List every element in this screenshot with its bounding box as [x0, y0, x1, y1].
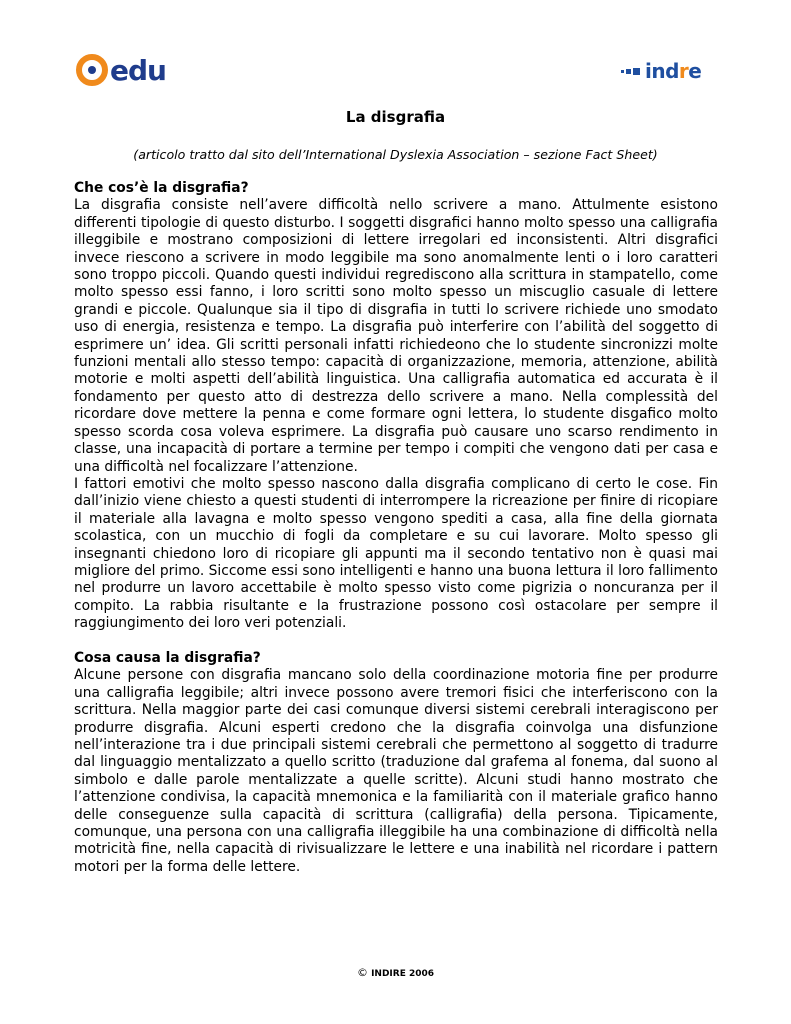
paragraph: La disgrafia consiste nell’avere difficoltà nello scrivere a mano. Attulmente esistono differenti tipologie di questo disturbo. I soggetti disgrafici hanno molto spesso una calligrafia illeggibile e mostrano composizioni di lettere irregolari ed inconsistenti. Altri disgrafici invece riescono a scrivere in modo leggibile ma sono anomalmente lenti o i loro caratteri sono troppo piccoli. Quando questi individui regrediscono alla scrittura in stampatello, come molto spesso essi fanno, i loro scritti sono molto spesso un miscuglio casuale di lettere grandi e piccole. Qualunque sia il tipo di disgrafia in tutti lo scrivere richiede uno smodato uso di energia, resistenza e tempo. La disgrafia può interferire con l’abilità del soggetto di esprimere un’ idea. Gli scritti personali infatti richiedeono che lo studente sincronizzi molte funzioni mentali allo stesso tempo: capacità di organizzazione, memoria, attenzione, abilità motorie e molti aspetti dell’abilità linguistica. Una calligrafia automatica ed accurata è il fondamento per questo atto di destrezza dello scrivere a mano. Nella complessità del ricordare dove mettere la penna e come formare ogni lettera, lo studente disgafico molto spesso scorda cosa voleva esprimere. La disgrafia può causare uno scarso rendimento in classe, una incapacità di portare a termine per tempo i compiti che vengono dati per casa e una difficoltà nel focalizzare l’attenzione. — [74, 197, 718, 475]
paragraph: I fattori emotivi che molto spesso nascono dalla disgrafia complicano di certo le cose. Fin dall’inizio viene chiesto a questi studenti di interrompere la ricreazione per finire di ricopiare il materiale alla lavagna e molto spesso vengono spediti a casa, alla fine della giornata scolastica, con un mucchio di fogli da completare e su cui lavorare. Molto spesso gli insegnanti chiedono loro di ricopiare gli appunti ma il secondo tentativo non è quasi mai migliore del primo. Siccome essi sono intelligenti e hanno una buona lettura il loro fallimento nel produrre un lavoro accettabile è molto spesso visto come pigrizia o noncuranza per il compito. La rabbia risultante e la frustrazione possono così ostacolare per sempre il raggiungimento dei loro veri potenziali. — [74, 475, 718, 632]
page-subtitle: (articolo tratto dal sito dell’International Dyslexia Association – sezione Fact Sheet) — [133, 147, 658, 162]
indire-logo-square-icon — [621, 70, 624, 73]
page-title: La disgrafia — [345, 108, 446, 126]
paragraph: Alcune persone con disgrafia mancano solo della coordinazione motoria fine per produrre una calligrafia leggibile; altri invece possono avere tremori fisici che interferiscono con la scrittura. Nella maggior parte dei casi comunque diversi sistemi cerebrali interagiscono per produrre disgrafia. Alcuni esperti credono che la disgrafia coinvolga una disfunzione nell’interazione tra i due principali sistemi cerebrali che permettono al soggetto di tradurre dal linguaggio mentalizzato a quello scritto (traduzione dal grafema al fonema, dal suono al simbolo e dalle parole mentalizzate a quelle scritte). Alcuni studi hanno mostrato che l’attenzione condivisa, la capacità mnemonica e la familiarità con il materiale grafico hanno delle conseguenze sulla capacità di scrittura (calligrafia) della persona. Tipicamente, comunque, una persona con una calligrafia illeggibile ha una combinazione di difficoltà nella motricità fine, nella capacità di rivisualizzare le lettere e una inabilità nel ricordare i pattern motori per la forma delle lettere. — [74, 667, 718, 875]
indire-logo-text: indre — [645, 59, 702, 83]
edu-logo — [76, 50, 166, 90]
section-heading: Cosa causa la disgrafia? — [74, 649, 261, 666]
spacer — [74, 633, 718, 650]
indire-logo-square-icon — [633, 68, 640, 75]
footer-text: INDIRE 2006 — [371, 969, 435, 979]
footer — [0, 966, 791, 979]
section-heading: Che cos’è la disgrafia? — [74, 180, 249, 196]
article-body — [74, 180, 718, 876]
indire-logo — [621, 60, 701, 82]
edu-logo-text: edu — [110, 53, 166, 87]
copyright-icon: © — [356, 966, 368, 979]
indire-logo-square-icon — [626, 69, 631, 74]
edu-logo-ring-icon — [76, 54, 108, 86]
